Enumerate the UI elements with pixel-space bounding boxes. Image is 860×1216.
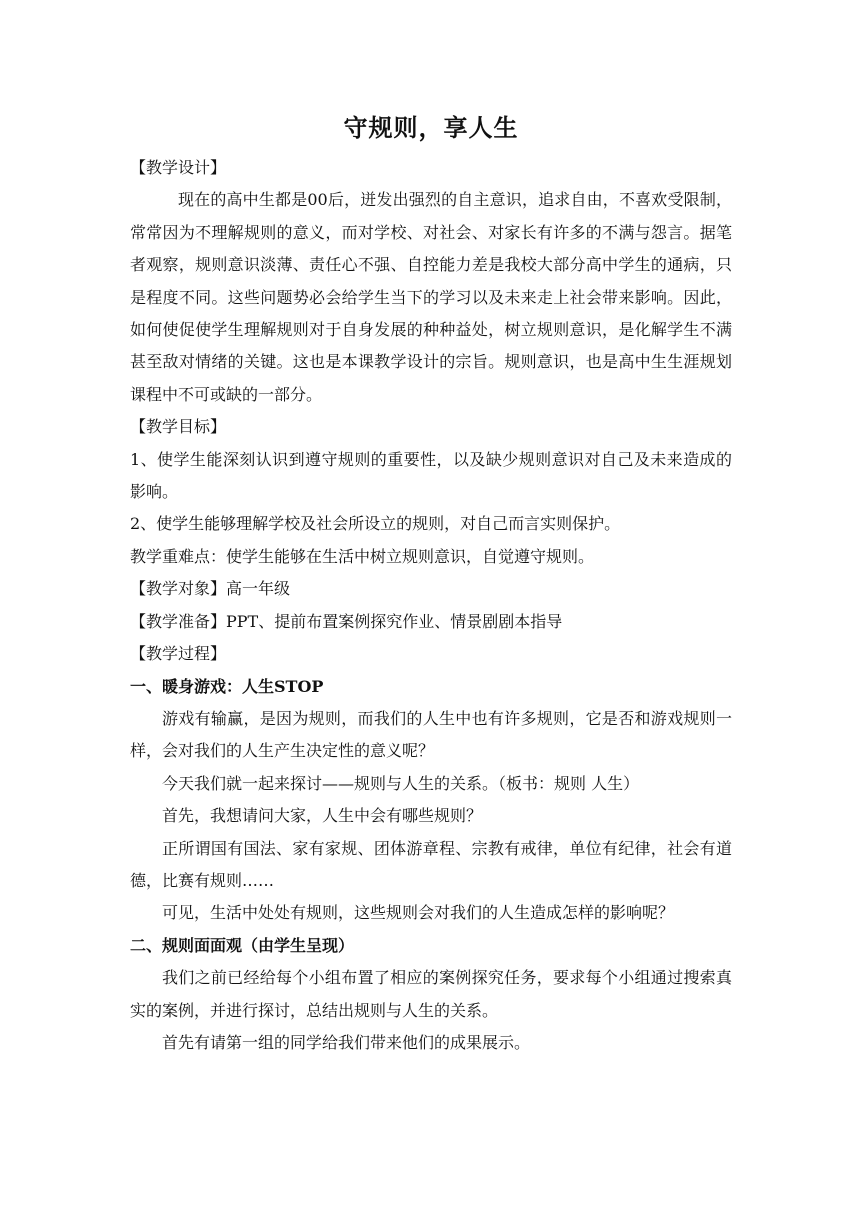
goal-item-1: 1、使学生能深刻认识到遵守规则的重要性，以及缺少规则意识对自己及未来造成的影响。 <box>130 449 732 502</box>
part1-paragraph-5: 可见，生活中处处有规则，这些规则会对我们的人生造成怎样的影响呢？ <box>162 903 675 923</box>
preparation: 【教学准备】PPT、提前布置案例探究作业、情景剧剧本指导 <box>130 611 563 631</box>
part1-heading: 一、暖身游戏：人生STOP <box>130 676 324 696</box>
goals-heading: 【教学目标】 <box>130 417 227 437</box>
part1-paragraph-4: 正所谓国有国法、家有家规、团体游章程、宗教有戒律，单位有纪律，社会有道德，比赛有规则…… <box>130 838 732 890</box>
part1-paragraph-2: 今天我们就一起来探讨——规则与人生的关系。（板书：规则 人生） <box>162 773 640 793</box>
part2-paragraph-1: 我们之前已经给每个小组布置了相应的案例探究任务，要求每个小组通过搜索真实的案例，并进行探讨，总结出规则与人生的关系。 <box>130 968 732 1020</box>
part1-paragraph-1: 游戏有输赢，是因为规则，而我们的人生中也有许多规则，它是否和游戏规则一样，会对我们的人生产生决定性的意义呢？ <box>130 708 732 761</box>
document-title: 守规则，享人生 <box>343 113 519 142</box>
audience: 【教学对象】高一年级 <box>130 579 291 599</box>
process-heading: 【教学过程】 <box>130 644 227 664</box>
key-points: 教学重难点：使学生能够在生活中树立规则意识，自觉遵守规则。 <box>130 546 595 566</box>
part2-paragraph-2: 首先有请第一组的同学给我们带来他们的成果展示。 <box>162 1032 531 1052</box>
document-body <box>130 152 732 1059</box>
design-paragraph: 现在的高中生都是00后，迸发出强烈的自主意识，追求自由，不喜欢受限制，常常因为不理解规则的意义，而对学校、对社会、对家长有许多的不满与怨言。据笔者观察，规则意识淡薄、责任心不强、自控能力差是我校大部分高中学生的通病，只是程度不同。这些问题势必会给学生当下的学习以及未来走上社会带来影响。因此，如何使促使学生理解规则对于自身发展的种种益处，树立规则意识，是化解学生不满甚至敌对情绪的关键。这也是本课教学设计的宗旨。规则意识，也是高中生生涯规划课程中不可或缺的一部分。 <box>130 190 732 404</box>
part1-paragraph-3: 首先，我想请问大家，人生中会有哪些规则？ <box>162 806 483 826</box>
part2-heading: 二、规则面面观（由学生呈现） <box>130 935 355 955</box>
design-heading: 【教学设计】 <box>130 158 227 177</box>
goal-item-2: 2、使学生能够理解学校及社会所设立的规则，对自己而言实则保护。 <box>130 514 621 534</box>
